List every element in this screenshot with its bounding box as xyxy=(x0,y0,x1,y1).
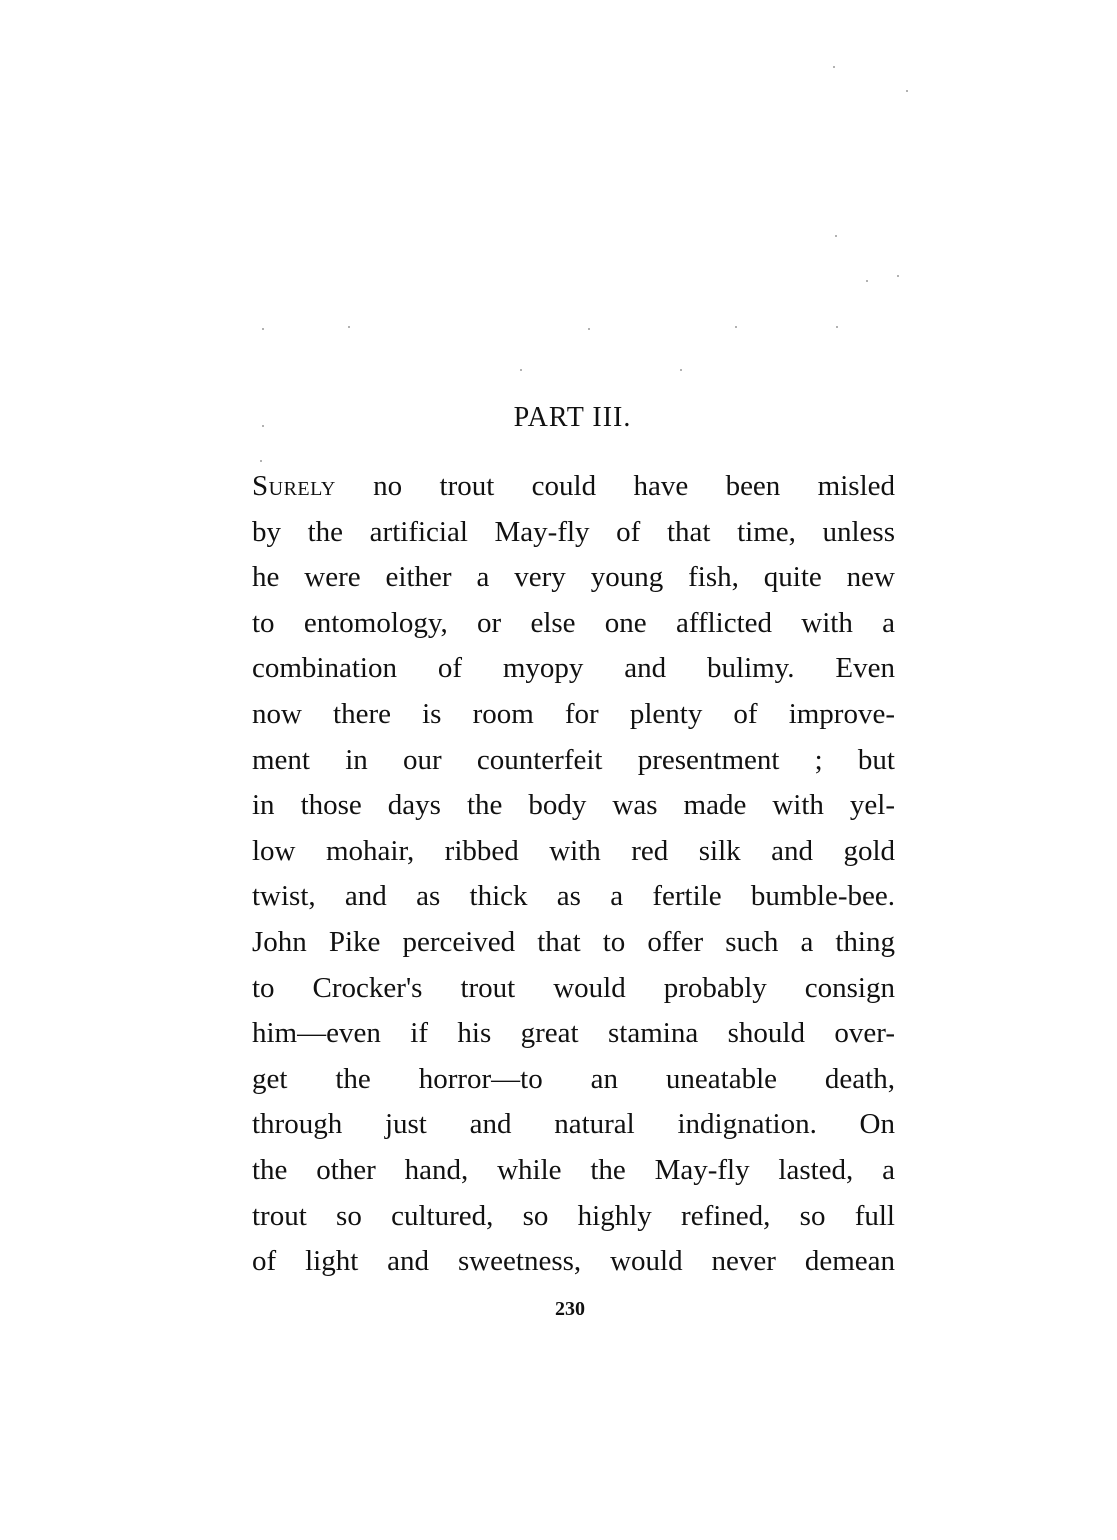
text-line: through just and natural indignation. On xyxy=(252,1108,895,1141)
text-line: to Crocker's trout would probably consign xyxy=(252,971,895,1004)
scan-speck xyxy=(260,460,262,462)
body-text xyxy=(252,464,895,1285)
text-line: him—even if his great stamina should over- xyxy=(252,1017,895,1050)
scan-speck xyxy=(906,90,908,92)
text-line: the other hand, while the May-fly lasted, a xyxy=(252,1153,895,1186)
scan-speck xyxy=(897,275,899,277)
text-line: now there is room for plenty of improve- xyxy=(252,697,895,730)
scan-speck xyxy=(866,280,868,282)
page-number: 230 xyxy=(555,1298,585,1320)
scan-speck xyxy=(833,66,835,68)
scan-speck xyxy=(836,326,838,328)
text-line: get the horror—to an uneatable death, xyxy=(252,1062,895,1095)
scan-speck xyxy=(348,326,350,328)
text-line: combination of myopy and bulimy. Even xyxy=(252,652,895,685)
scan-speck xyxy=(680,369,682,371)
text-line: twist, and as thick as a fertile bumble-bee. xyxy=(252,880,895,913)
scan-speck xyxy=(588,328,590,330)
text-line: ment in our counterfeit presentment ; but xyxy=(252,743,895,776)
scan-speck xyxy=(262,328,264,330)
text-line: trout so cultured, so highly refined, so full xyxy=(252,1199,895,1232)
scan-speck xyxy=(835,235,837,237)
text-line: low mohair, ribbed with red silk and gold xyxy=(252,834,895,867)
text-line: by the artificial May-fly of that time, unless xyxy=(252,515,895,548)
text-line: he were either a very young fish, quite new xyxy=(252,561,895,594)
text-line: of light and sweetness, would never demean xyxy=(252,1245,895,1278)
text-line: Surely no trout could have been misled xyxy=(252,470,895,502)
opening-word: Surely xyxy=(252,470,336,502)
text-line: John Pike perceived that to offer such a thing xyxy=(252,925,895,958)
text-line: in those days the body was made with yel- xyxy=(252,789,895,822)
text-line: to entomology, or else one afflicted with a xyxy=(252,606,895,639)
scan-speck xyxy=(735,326,737,328)
part-heading: PART III. xyxy=(513,402,632,433)
scan-speck xyxy=(520,369,522,371)
